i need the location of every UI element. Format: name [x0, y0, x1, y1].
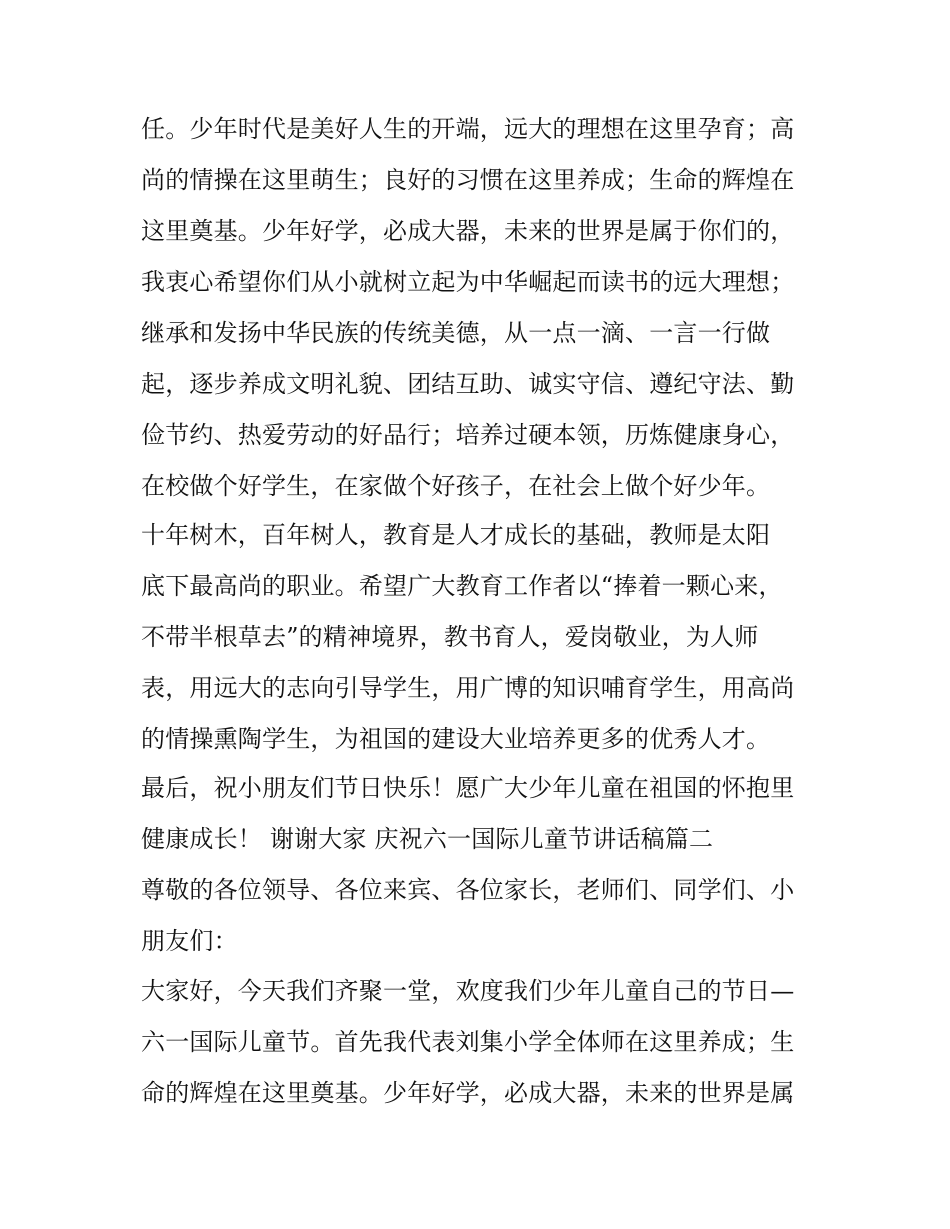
text-line: 大家好，今天我们齐聚一堂，欢度我们少年儿童自己的节日— — [141, 977, 795, 1005]
text-line: 尊敬的各位领导、各位来宾、各位家长，老师们、同学们、小 — [141, 876, 795, 904]
text-line: 最后，祝小朋友们节日快乐！愿广大少年儿童在祖国的怀抱里 — [141, 774, 795, 802]
text-line: 不带半根草去”的精神境界，教书育人，爱岗敬业，为人师 — [141, 623, 759, 651]
text-line: 继承和发扬中华民族的传统美德，从一点一滴、一言一行做 — [141, 319, 771, 347]
text-line: 朋友们： — [141, 927, 238, 955]
text-line: 命的辉煌在这里奠基。少年好学，必成大器，未来的世界是属 — [141, 1079, 795, 1107]
text-line: 俭节约、热爱劳动的好品行；培养过硬本领，历炼健康身心， — [141, 421, 795, 449]
text-line: 表，用远大的志向引导学生，用广博的知识哺育学生，用高尚 — [141, 674, 795, 702]
text-line: 在校做个好学生，在家做个好孩子，在社会上做个好少年。 — [141, 472, 771, 500]
text-line: 的情操熏陶学生，为祖国的建设大业培养更多的优秀人才。 — [141, 725, 771, 753]
text-line: 这里奠基。少年好学，必成大器，未来的世界是属于你们的， — [141, 217, 795, 245]
text-line: 健康成长！ 谢谢大家 庆祝六一国际儿童节讲话稿篇二 — [141, 825, 714, 853]
text-line: 我衷心希望你们从小就树立起为中华崛起而读书的远大理想； — [141, 268, 795, 296]
text-line: 尚的情操在这里萌生；良好的习惯在这里养成；生命的辉煌在 — [141, 166, 795, 194]
text-line: 六一国际儿童节。首先我代表刘集小学全体师在这里养成；生 — [141, 1028, 795, 1056]
text-line: 任。少年时代是美好人生的开端，远大的理想在这里孕育；高 — [141, 115, 795, 143]
text-line: 底下最高尚的职业。希望广大教育工作者以“捧着一颗心来， — [141, 572, 783, 600]
text-line: 起，逐步养成文明礼貌、团结互助、诚实守信、遵纪守法、勤 — [141, 370, 795, 398]
text-line: 十年树木，百年树人，教育是人才成长的基础，教师是太阳 — [141, 521, 771, 549]
